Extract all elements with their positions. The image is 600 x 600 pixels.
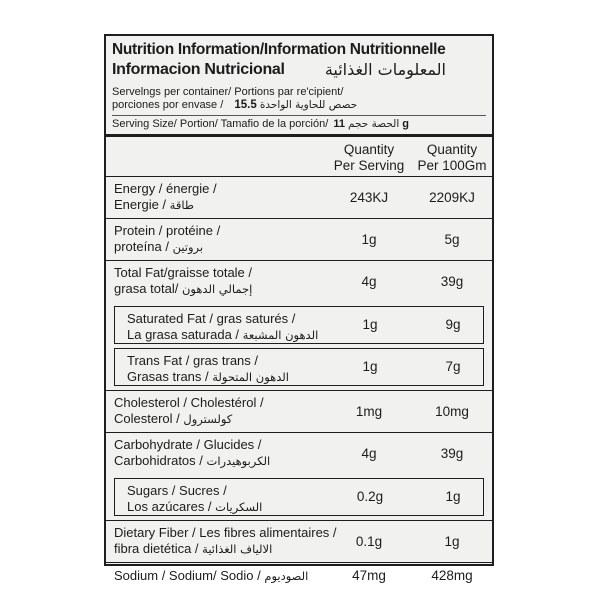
- sugars-per-100g: 1g: [445, 489, 461, 504]
- row-carbohydrate: Carbohydrate / Glucides / Carbohidratos / الكربوهيدرات 4g 39g: [106, 432, 492, 474]
- total-fat-per-100g: 39g: [440, 273, 464, 289]
- cholesterol-per-100g: 10mg: [435, 403, 469, 419]
- protein-per-serving: 1g: [361, 231, 377, 247]
- row-dietary-fiber: Dietary Fiber / Les fibres alimentaires / fibra dietética / الالياف الغذائية 0.1g 1g: [106, 520, 492, 562]
- carbohydrate-per-100g: 39g: [440, 445, 464, 461]
- title-spanish: Informacion Nutricional: [112, 61, 285, 78]
- dietary-fiber-per-serving: 0.1g: [355, 533, 383, 549]
- nutrient-table: [106, 176, 492, 588]
- row-cholesterol: Cholesterol / Cholestérol / Colesterol / كولسترول 1mg 10mg: [106, 390, 492, 432]
- row-energy: Energy / énergie / Energie / طاقة 243KJ 2209KJ: [106, 176, 492, 218]
- energy-per-100g: 2209KJ: [429, 189, 475, 205]
- sodium-per-100g: 428mg: [431, 567, 473, 583]
- serving-size-value: 11 g: [333, 118, 410, 130]
- row-trans-fat: Trans Fat / gras trans / Grasas trans / الدهون المتحولة 1g 7g: [114, 348, 484, 386]
- saturated-fat-per-100g: 9g: [445, 317, 461, 332]
- row-sugars: Sugars / Sucres / Los azúcares / السكريات 0.2g 1g: [114, 478, 484, 516]
- row-total-fat: Total Fat/graisse totale / grasa total/ إجمالي الدهون 4g 39g: [106, 260, 492, 302]
- row-saturated-fat: Saturated Fat / gras saturés / La grasa saturada / الدهون المشبعة 1g 9g: [114, 306, 484, 344]
- servings-per-container-line1: Servelngs per container/ Portions par re'cipient/: [112, 86, 344, 98]
- servings-value: 15.5: [234, 99, 257, 111]
- nutrition-facts-panel: [104, 34, 494, 583]
- dietary-fiber-per-100g: 1g: [444, 533, 460, 549]
- column-header-per-100g: Quantity Per 100Gm: [417, 142, 487, 173]
- title-multilingual: Nutrition Information/Information Nutritionnelle: [112, 41, 446, 58]
- sodium-per-serving: 47mg: [352, 567, 386, 583]
- trans-fat-per-100g: 7g: [445, 359, 461, 374]
- column-header-per-serving: Quantity Per Serving: [333, 142, 405, 173]
- row-sodium: Sodium / Sodium/ Sodio / الصوديوم 47mg 428mg: [106, 562, 492, 588]
- total-fat-per-serving: 4g: [361, 273, 377, 289]
- title-arabic: المعلومات الغذائية: [324, 60, 446, 79]
- carbohydrate-per-serving: 4g: [361, 445, 377, 461]
- saturated-fat-per-serving: 1g: [362, 317, 378, 332]
- row-protein: Protein / protéine / proteína / بروتين 1g 5g: [106, 218, 492, 260]
- servings-per-container-line2: porciones por envase / حصص للحاوية الواحدة 15.5: [112, 99, 358, 111]
- energy-per-serving: 243KJ: [349, 189, 389, 205]
- protein-per-100g: 5g: [444, 231, 460, 247]
- title-spanish-arabic: [112, 61, 486, 79]
- trans-fat-per-serving: 1g: [362, 359, 378, 374]
- cholesterol-per-serving: 1mg: [355, 403, 383, 419]
- sugars-per-serving: 0.2g: [356, 489, 384, 504]
- serving-size-line: Serving Size/ Portion/ Tamafio de la porción/ الحصة حجم 11 g: [112, 115, 486, 130]
- header-divider: [106, 134, 492, 137]
